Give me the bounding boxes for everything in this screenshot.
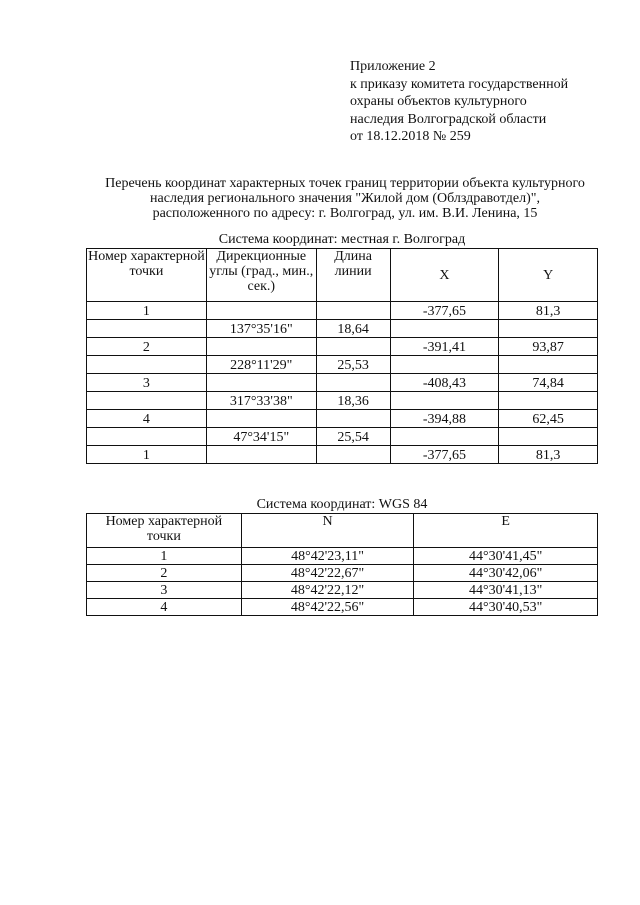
cell-point: 2 [87, 565, 242, 582]
header-n: N [241, 514, 414, 548]
header-x: X [390, 249, 499, 302]
header-length: Длина линии [316, 249, 390, 302]
cell-point: 3 [87, 374, 207, 392]
cell-x [390, 428, 499, 446]
cell-angle: 317°33'38" [206, 392, 316, 410]
cell-point [87, 320, 207, 338]
header-point: Номер характерной точки [87, 514, 242, 548]
heading-line: Перечень координат характерных точек границ территории объекта культурного [105, 176, 585, 191]
cell-y [499, 428, 598, 446]
cell-x: -377,65 [390, 446, 499, 464]
table-row [87, 410, 598, 428]
annex-line: Приложение 2 [350, 59, 436, 74]
cell-angle [206, 302, 316, 320]
table-row [87, 320, 598, 338]
heading-line: расположенного по адресу: г. Волгоград, ул. им. В.И. Ленина, 15 [152, 206, 538, 221]
cell-n: 48°42'22,56" [241, 599, 414, 616]
cell-y [499, 320, 598, 338]
header-angle: Дирекционные углы (град., мин., сек.) [206, 249, 316, 302]
cell-length [316, 410, 390, 428]
cell-length [316, 374, 390, 392]
table-row [87, 428, 598, 446]
annex-line: к приказу комитета государственной [350, 76, 569, 92]
cell-angle: 137°35'16" [206, 320, 316, 338]
cell-angle [206, 374, 316, 392]
cell-length: 25,53 [316, 356, 390, 374]
cell-angle: 47°34'15" [206, 428, 316, 446]
cell-point: 2 [87, 338, 207, 356]
cell-y [499, 392, 598, 410]
cell-e: 44°30'41,13" [414, 582, 598, 599]
table-row [87, 565, 598, 582]
table-row [87, 356, 598, 374]
cell-angle [206, 410, 316, 428]
cell-point: 1 [87, 446, 207, 464]
local-coordinates-body [87, 302, 598, 464]
cell-e: 44°30'41,45" [414, 548, 598, 565]
table-row [87, 338, 598, 356]
cell-x: -377,65 [390, 302, 499, 320]
cell-e: 44°30'42,06" [414, 565, 598, 582]
cell-point [87, 356, 207, 374]
cell-point [87, 392, 207, 410]
annex-line: наследия Волгоградской области [350, 111, 547, 127]
annex-line: охраны объектов культурного [350, 94, 527, 109]
cell-length: 25,54 [316, 428, 390, 446]
cell-point: 1 [87, 302, 207, 320]
cell-point: 1 [87, 548, 242, 565]
cell-y: 74,84 [499, 374, 598, 392]
cell-y: 93,87 [499, 338, 598, 356]
local-coordinates-table [86, 248, 598, 464]
table-row [87, 446, 598, 464]
wgs84-coordinates-table [86, 513, 598, 616]
cell-length: 18,64 [316, 320, 390, 338]
cell-length: 18,36 [316, 392, 390, 410]
annex-block [350, 58, 568, 146]
cell-n: 48°42'23,11" [241, 548, 414, 565]
cell-point: 3 [87, 582, 242, 599]
cell-x: -391,41 [390, 338, 499, 356]
cell-n: 48°42'22,12" [241, 582, 414, 599]
cell-point: 4 [87, 410, 207, 428]
wgs84-coordinates-body [87, 548, 598, 616]
cell-length [316, 338, 390, 356]
table-row [87, 374, 598, 392]
cell-angle: 228°11'29" [206, 356, 316, 374]
cell-point [87, 428, 207, 446]
cell-angle [206, 338, 316, 356]
cell-point: 4 [87, 599, 242, 616]
cell-y: 62,45 [499, 410, 598, 428]
cell-e: 44°30'40,53" [414, 599, 598, 616]
cell-y [499, 356, 598, 374]
table-row [87, 582, 598, 599]
cell-x [390, 392, 499, 410]
cell-length [316, 446, 390, 464]
cell-x [390, 320, 499, 338]
header-point: Номер характерной точки [87, 249, 207, 302]
cell-x [390, 356, 499, 374]
table-row [87, 392, 598, 410]
cell-angle [206, 446, 316, 464]
cell-y: 81,3 [499, 446, 598, 464]
table1-caption: Система координат: местная г. Волгоград [218, 232, 466, 247]
header-y: Y [499, 249, 598, 302]
cell-length [316, 302, 390, 320]
document-heading [75, 176, 615, 221]
header-e: E [414, 514, 598, 548]
cell-y: 81,3 [499, 302, 598, 320]
table-row [87, 302, 598, 320]
cell-x: -394,88 [390, 410, 499, 428]
cell-x: -408,43 [390, 374, 499, 392]
cell-n: 48°42'22,67" [241, 565, 414, 582]
heading-line: наследия регионального значения "Жилой дом (Облздравотдел)", [150, 191, 540, 206]
table2-caption: Система координат: WGS 84 [256, 497, 428, 512]
table-row [87, 599, 598, 616]
table-row [87, 548, 598, 565]
annex-date: от 18.12.2018 № 259 [350, 129, 471, 144]
